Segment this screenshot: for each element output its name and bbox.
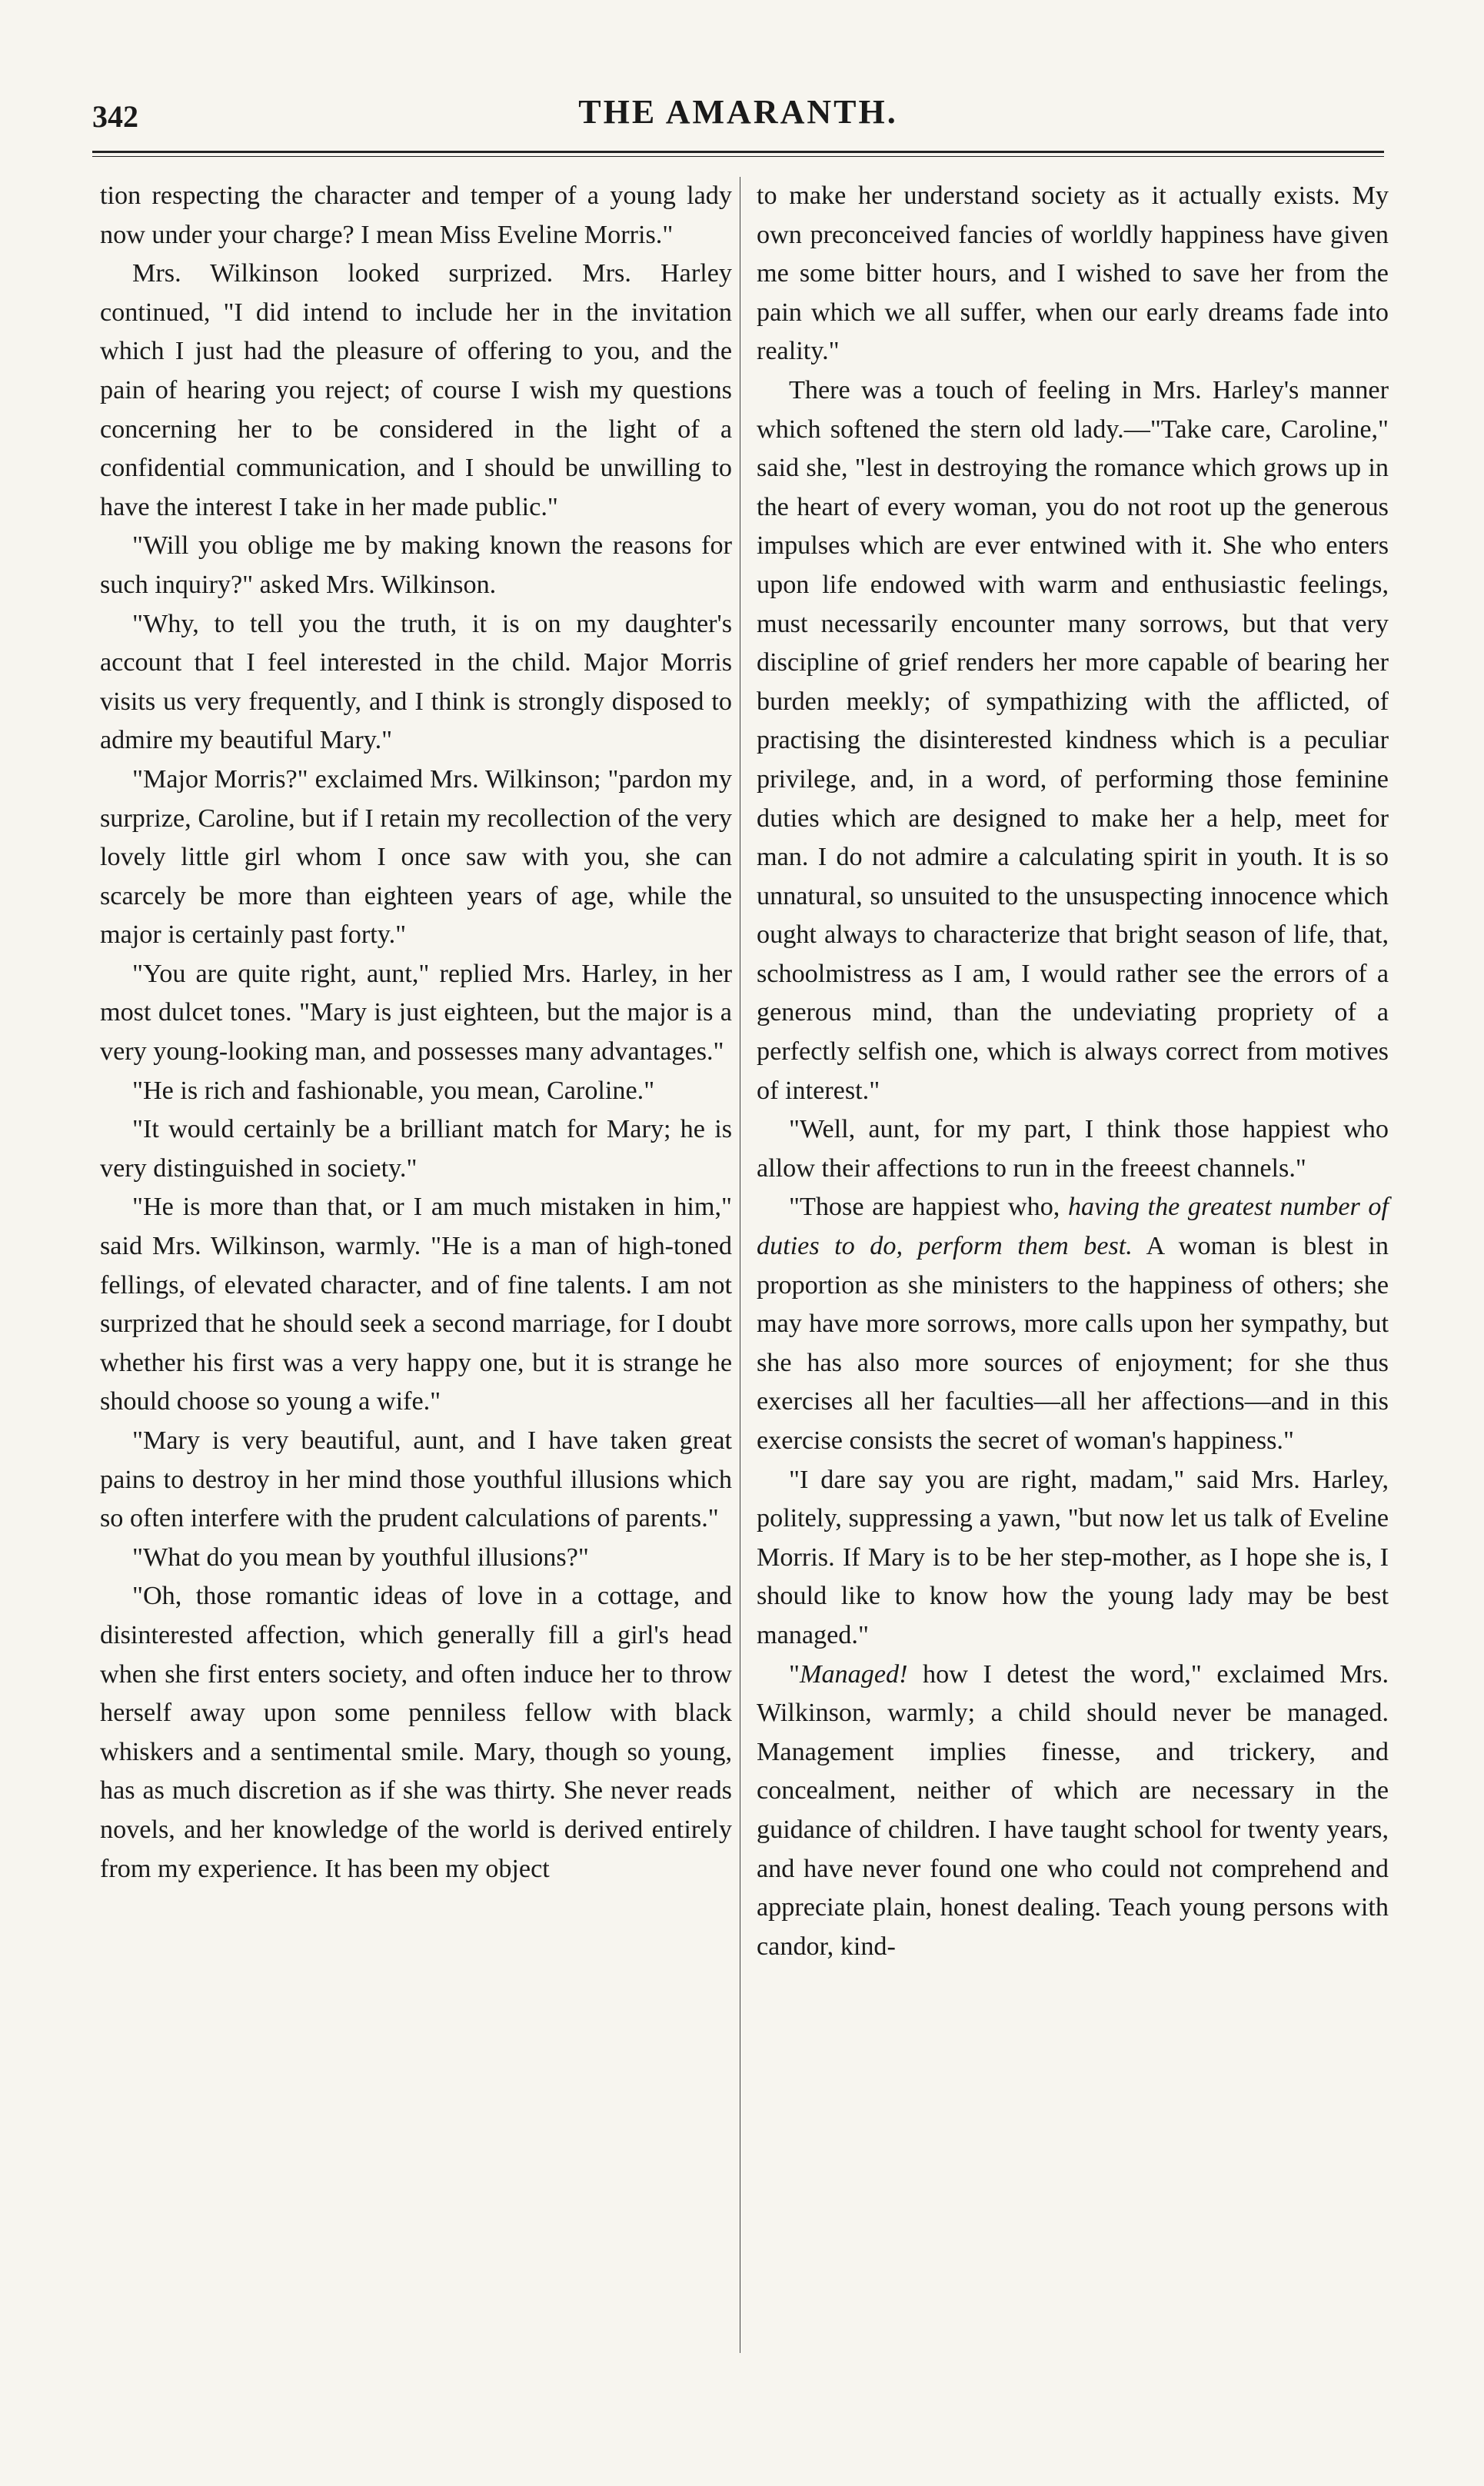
right-column (757, 177, 1389, 1966)
paragraph: to make her understand society as it actually exists. My own preconceived fancies of worldly happiness have given me some bitter hours, and I wished to save her from the pain which we all suffer, when our early dreams fade into reality." (757, 181, 1389, 366)
left-column (100, 177, 732, 1889)
paragraph: "Oh, those romantic ideas of love in a cottage, and disinterested affection, which generally fill a girl's head when she first enters society, and often induce her to throw herself away upon some penniless fellow with black whiskers and a sentimental smile. Mary, though so young, has as much discretion as if she was thirty. She never reads novels, and her knowledge of the world is derived entirely from my experience. It has been my object (100, 1582, 732, 1883)
paragraph-text: " (789, 1659, 800, 1689)
paragraph: "Why, to tell you the truth, it is on my daughter's account that I feel interested in the child. Major Morris visits us very frequently, and I think is strongly disposed to admire my beautiful Mary." (100, 609, 732, 755)
paragraph (757, 1656, 1389, 1967)
paragraph: tion respecting the character and temper of a young lady now under your charge? I mean Miss Eveline Morris." (100, 181, 732, 249)
paragraph-text: "Those are happiest who, (789, 1193, 1068, 1222)
paragraph: "What do you mean by youthful illusions?" (132, 1543, 589, 1572)
italic-emphasis: having the greatest number of duties to do, perform them best. (757, 1193, 1389, 1261)
paragraph: "I dare say you are right, madam," said Mrs. Harley, politely, suppressing a yawn, "but now let us talk of Eveline Morris. If Mary is to be her step-mother, as I hope she is, I should like to know how the young lady may be best managed." (757, 1465, 1389, 1649)
paragraph-text: A woman is blest in proportion as she ministers to the happiness of others; she may have more sorrows, more calls upon her sympathy, but she has also more sources of enjoyment; for she thus exercises all her faculties—all her affections—and in this exercise consists the secret of woman's happiness." (757, 1232, 1389, 1455)
paragraph: "Mary is very beautiful, aunt, and I have taken great pains to destroy in her mind those youthful illusions which so often interfere with the prudent calculations of parents." (100, 1426, 732, 1533)
paragraph: "Major Morris?" exclaimed Mrs. Wilkinson; "pardon my surprize, Caroline, but if I retain my recollection of the very lovely little girl whom I once saw with you, she can scarcely be more than eighteen years of age, while the major is certainly past forty." (100, 764, 732, 950)
paragraph-text: how I detest the word," exclaimed Mrs. Wilkinson, warmly; a child should never be managed. Management implies finesse, and trickery, and concealment, neither of which are necessary in the guidance of children. I have taught school for twenty years, and have never found one who could not comprehend and appreciate plain, honest dealing. Teach young persons with candor, kind- (757, 1659, 1389, 1961)
italic-emphasis: Managed! (799, 1659, 908, 1689)
page-number: 342 (92, 99, 138, 134)
header-rule (92, 151, 1384, 157)
paragraph: There was a touch of feeling in Mrs. Harley's manner which softened the stern old lady.—"Take care, Caroline," said she, "lest in destroying the romance which grows up in the heart of every woman, you do not root up the generous impulses which are ever entwined with it. She who enters upon life endowed with warm and enthusiastic feelings, must necessarily encounter many sorrows, but that very discipline of grief renders her more capable of bearing her burden meekly; of sympathizing with the afflicted, of practising the disinterested kindness which is a peculiar privilege, and, in a word, of performing those feminine duties which are designed to make her a help, meet for man. I do not admire a calculating spirit in youth. It is so unnatural, so unsuited to the unsuspecting innocence which ought always to characterize that bright season of life, that, schoolmistress as I am, I would rather see the errors of a generous mind, than the undeviating propriety of a perfectly selfish one, which is always correct from motives of interest." (757, 375, 1389, 1105)
paragraph: Mrs. Wilkinson looked surprized. Mrs. Harley continued, "I did intend to include her in the invitation which I just had the pleasure of offering to you, and the pain of hearing you reject; of course I wish my questions concerning her to be considered in the light of a confidential communication, and I should be unwilling to have the interest I take in her made public." (100, 259, 732, 521)
paragraph: "He is more than that, or I am much mistaken in him," said Mrs. Wilkinson, warmly. "He is a man of high-toned fellings, of elevated character, and of fine talents. I am not surprized that he should seek a second marriage, for I doubt whether his first was a very happy one, but it is strange he should choose so young a wife." (100, 1193, 732, 1416)
paragraph: "It would certainly be a brilliant match for Mary; he is very distinguished in society." (100, 1115, 732, 1183)
paragraph: "He is rich and fashionable, you mean, Caroline." (132, 1076, 655, 1105)
paragraph: "Well, aunt, for my part, I think those happiest who allow their affections to run in the freeest channels." (757, 1115, 1389, 1183)
paragraph (757, 1188, 1389, 1460)
page-header (92, 92, 1384, 138)
running-title: THE AMARANTH. (578, 93, 898, 131)
paragraph: "Will you oblige me by making known the reasons for such inquiry?" asked Mrs. Wilkinson. (100, 531, 732, 599)
paragraph: "You are quite right, aunt," replied Mrs. Harley, in her most dulcet tones. "Mary is just eighteen, but the major is a very young-looking man, and possesses many advantages." (100, 959, 732, 1067)
